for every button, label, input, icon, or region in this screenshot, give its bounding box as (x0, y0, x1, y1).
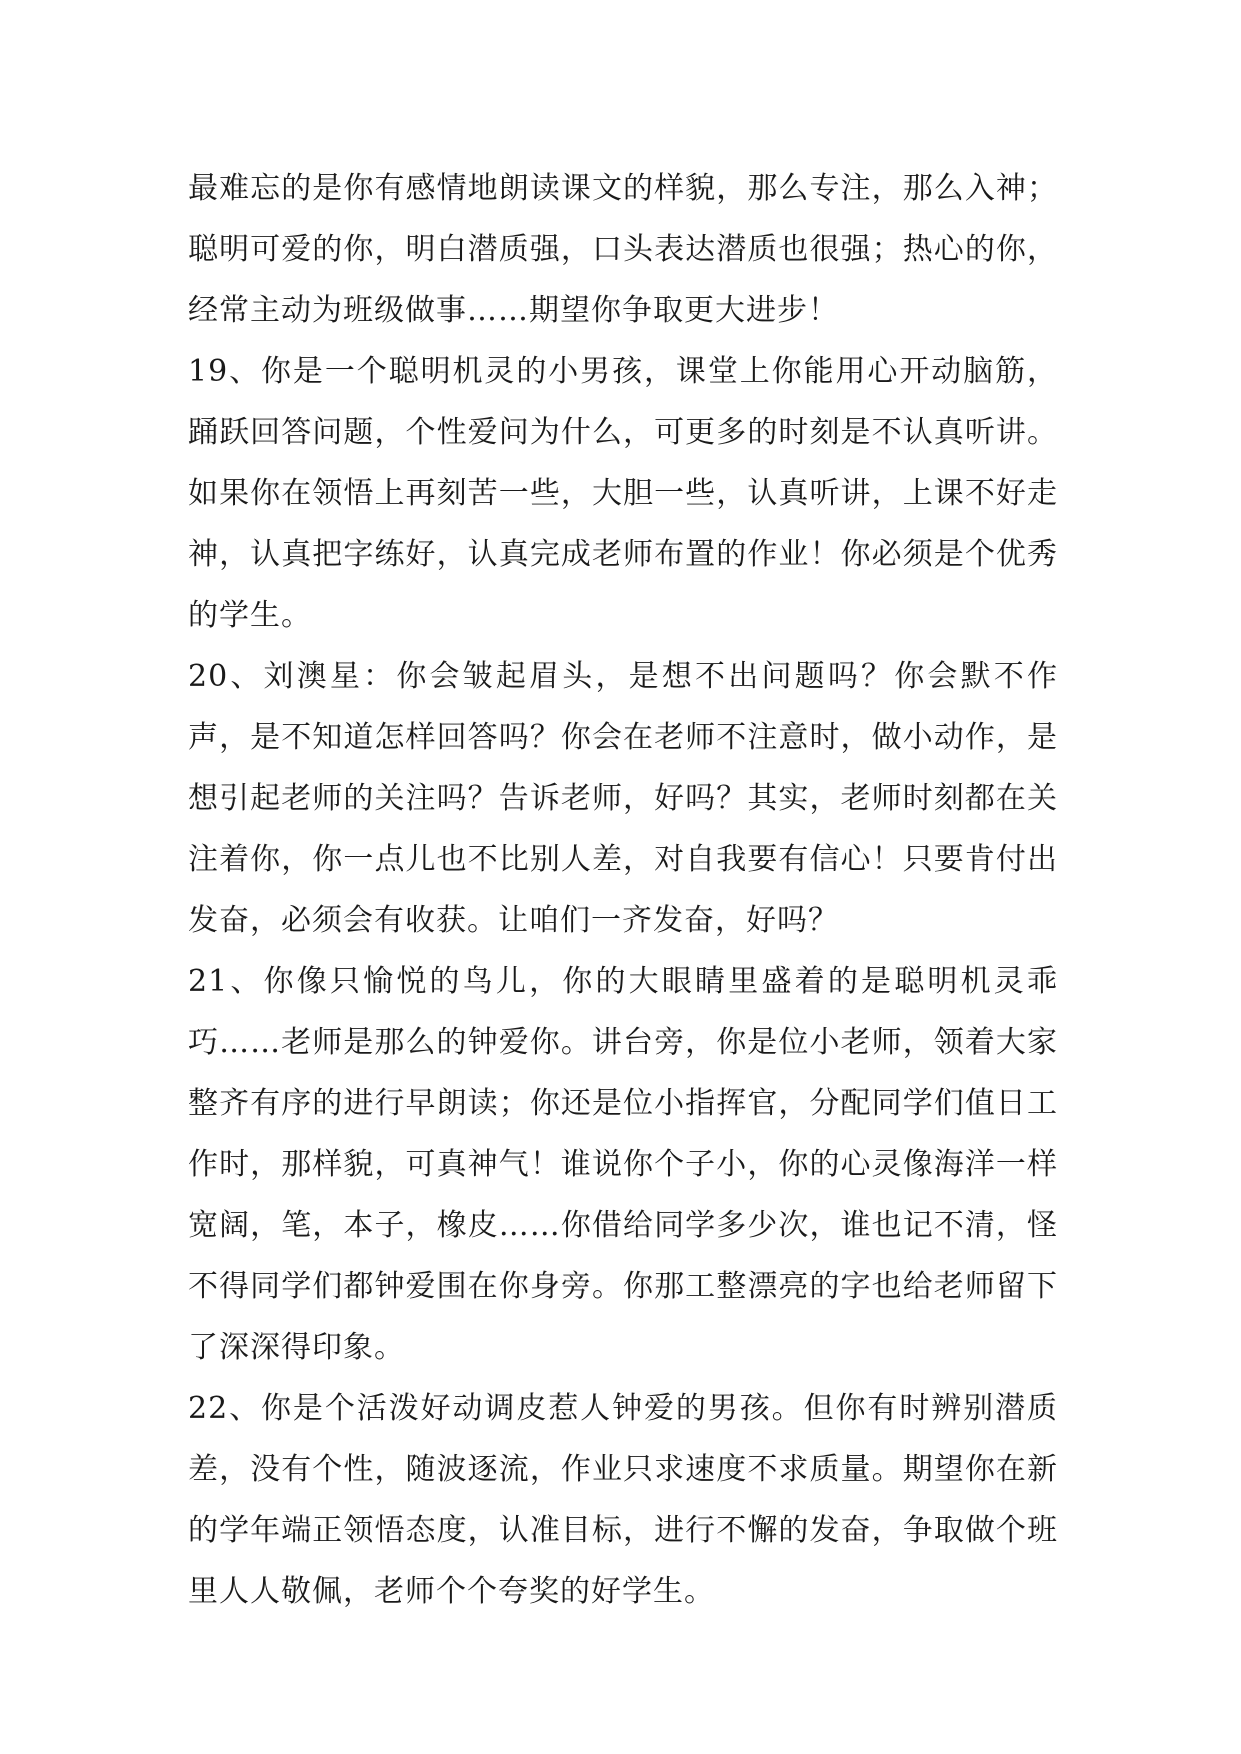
paragraph-20: 20、刘澳星：你会皱起眉头，是想不出问题吗？你会默不作声，是不知道怎样回答吗？你会在老师不注意时，做小动作，是想引起老师的关注吗？告诉老师，好吗？其实，老师时刻都在关注着你，你一点儿也不比别人差，对自我要有信心！只要肯付出发奋，必须会有收获。让咱们一齐发奋，好吗？ (188, 659, 1058, 938)
paragraph-19: 19、你是一个聪明机灵的小男孩，课堂上你能用心开动脑筋，踊跃回答问题，个性爱问为什么，可更多的时刻是不认真听讲。如果你在领悟上再刻苦一些，大胆一些，认真听讲，上课不好走神，认真把字练好，认真完成老师布置的作业！你必须是个优秀的学生。 (188, 354, 1058, 633)
paragraph-21: 21、你像只愉悦的鸟儿，你的大眼睛里盛着的是聪明机灵乖巧……老师是那么的钟爱你。讲台旁，你是位小老师，领着大家整齐有序的进行早朗读；你还是位小指挥官，分配同学们值日工作时，那样貌，可真神气！谁说你个子小，你的心灵像海洋一样宽阔，笔，本子，橡皮……你借给同学多少次，谁也记不清，怪不得同学们都钟爱围在你身旁。你那工整漂亮的字也给老师留下了深深得印象。 (188, 964, 1058, 1365)
document-body (188, 158, 1058, 1622)
paragraph-intro: 最难忘的是你有感情地朗读课文的样貌，那么专注，那么入神；聪明可爱的你，明白潜质强，口头表达潜质也很强；热心的你，经常主动为班级做事……期望你争取更大进步！ (188, 171, 1058, 328)
paragraph-22: 22、你是个活泼好动调皮惹人钟爱的男孩。但你有时辨别潜质差，没有个性，随波逐流，作业只求速度不求质量。期望你在新的学年端正领悟态度，认准目标，进行不懈的发奋，争取做个班里人人敬佩，老师个个夸奖的好学生。 (188, 1391, 1058, 1609)
